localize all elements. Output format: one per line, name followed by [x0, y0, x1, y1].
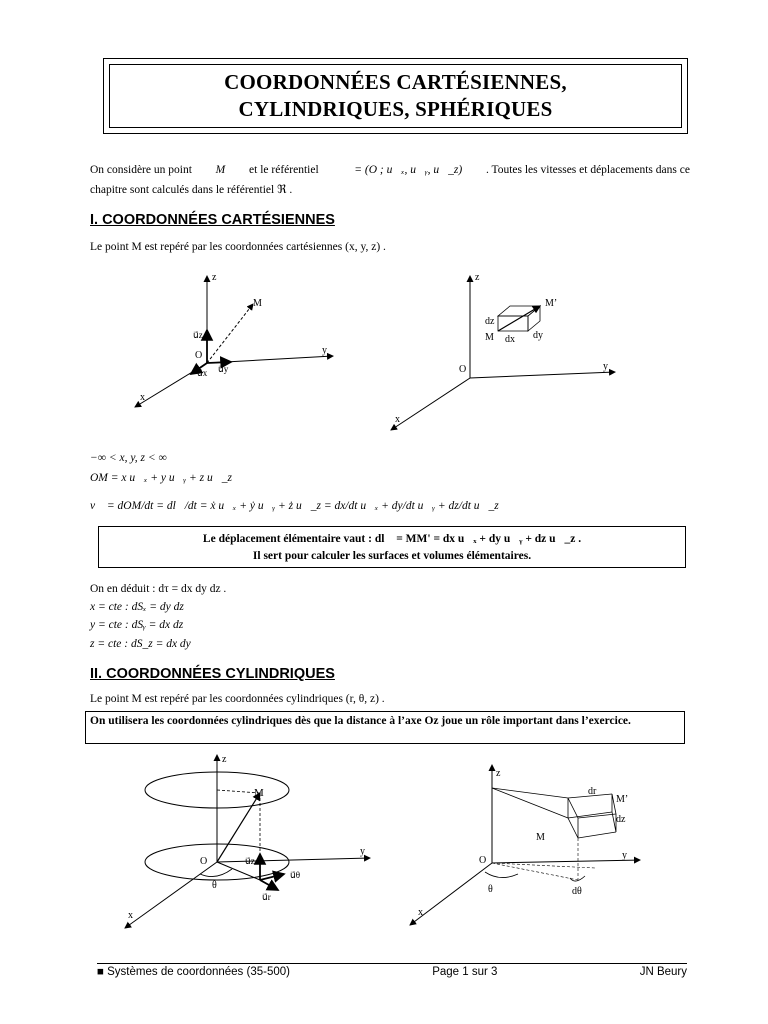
fig4-dz-label: dz — [616, 814, 626, 825]
footer-left: ■ Systèmes de coordonnées (35-500) — [97, 966, 290, 978]
deduction-x: x = cte : dSₓ = dy dz — [90, 601, 184, 613]
fig2-z-label: z — [475, 272, 480, 283]
title-box — [103, 58, 688, 134]
formula-velocity: v⃗ = dOM/dt = dl⃗/dt = ẋ u⃗ₓ + ẏ u⃗ᵧ + ż u⃗_z = dx/dt u⃗ₓ + dy/dt u⃗ᵧ + dz/dt u⃗_z — [90, 500, 499, 512]
intro-a: On considère un point — [90, 164, 192, 176]
fig4-theta-label: θ — [488, 884, 493, 895]
fig4-x-label: x — [418, 907, 423, 918]
fig3-ur-label: u⃗r — [262, 892, 271, 902]
intro-e: . Toutes les vitesses et déplacements dans ce — [485, 164, 690, 176]
title-line-2: CYLINDRIQUES, SPHÉRIQUES — [238, 97, 553, 121]
displacement-box-line-2: Il sert pour calculer les surfaces et volumes élémentaires. — [252, 550, 532, 562]
displacement-figure — [385, 268, 625, 438]
fig4-origin-label: O — [479, 855, 487, 866]
fig2-dy-label: dy — [533, 330, 543, 341]
fig3-origin-label: O — [200, 856, 208, 867]
fig2-x-label: x — [395, 414, 400, 425]
fig4-dtheta-label: dθ — [572, 886, 582, 897]
cylindrical-box: On utilisera les coordonnées cylindriques dès que la distance à l’axe Oz joue un rôle important dans l’exercice. — [85, 711, 685, 744]
fig3-uz-label: u⃗z — [245, 856, 255, 866]
fig2-y-label: y — [603, 361, 608, 372]
fig3-theta-label: θ — [212, 880, 217, 891]
formula-position: OM = x u⃗ₓ + y u⃗ᵧ + z u⃗_z — [90, 472, 232, 484]
footer-center: Page 1 sur 3 — [432, 966, 498, 978]
fig2-m-label: M — [485, 332, 494, 343]
formula-range: −∞ < x, y, z < ∞ — [90, 452, 167, 464]
fig3-utheta-label: u⃗θ — [290, 870, 301, 880]
fig4-z-label: z — [496, 768, 501, 779]
footer-right: JN Beury — [639, 966, 687, 978]
intro-line-2: chapitre sont calculés dans le référentiel ℜ . — [90, 184, 293, 196]
title-line-1: COORDONNÉES CARTÉSIENNES, — [224, 70, 567, 94]
section-2-sentence: Le point M est repéré par les coordonnées cylindriques (r, θ, z) . — [90, 693, 385, 705]
section-2-heading: II. COORDONNÉES CYLINDRIQUES — [90, 666, 335, 682]
fig2-dz-label: dz — [485, 316, 495, 327]
fig3-y-label: y — [360, 846, 365, 857]
fig1-origin-label: O — [195, 350, 203, 361]
fig4-dr-label: dr — [588, 786, 597, 797]
deduction-z: z = cte : dS_z = dx dy — [90, 638, 191, 650]
page-footer — [97, 963, 687, 978]
fig3-z-label: z — [222, 754, 227, 765]
fig4-m-label: M — [536, 832, 545, 843]
deduction-volume: On en déduit : dτ = dx dy dz . — [90, 583, 227, 595]
page-title — [109, 64, 682, 128]
fig4-mprime-label: M’ — [616, 794, 629, 805]
fig1-ux-label: u⃗x — [197, 368, 208, 378]
intro-paragraph — [90, 163, 690, 197]
fig1-y-label: y — [322, 345, 327, 356]
cylindrical-element-figure — [400, 760, 660, 935]
deduction-y: y = cte : dSᵧ = dx dz — [90, 619, 184, 631]
displacement-box-line-1: Le déplacement élémentaire vaut : dl⃗ = MM' = dx u⃗ₓ + dy u⃗ᵧ + dz u⃗_z . — [202, 533, 582, 545]
fig1-uy-label: u⃗y — [218, 364, 229, 374]
cartesian-figure — [125, 268, 345, 418]
fig1-x-label: x — [140, 392, 145, 403]
fig2-mprime-label: M’ — [545, 298, 558, 309]
fig2-origin-label: O — [459, 364, 467, 375]
intro-b: M — [215, 164, 226, 176]
fig3-x-label: x — [128, 910, 133, 921]
intro-c: et le référentiel — [249, 164, 319, 176]
fig1-z-label: z — [212, 272, 217, 283]
fig3-m-label: M — [254, 787, 264, 799]
section-1-sentence: Le point M est repéré par les coordonnées cartésiennes (x, y, z) . — [90, 241, 386, 253]
fig1-m-label: M — [253, 298, 262, 309]
section-1-heading: I. COORDONNÉES CARTÉSIENNES — [90, 212, 335, 228]
fig2-dx-label: dx — [505, 334, 515, 345]
intro-d: ℜ = (O ; u⃗ₓ, u⃗ᵧ, u⃗_z) — [342, 164, 463, 176]
fig4-y-label: y — [622, 850, 627, 861]
displacement-box — [98, 526, 686, 568]
fig1-uz-label: u⃗z — [193, 330, 203, 340]
cylindrical-figure — [120, 750, 380, 935]
